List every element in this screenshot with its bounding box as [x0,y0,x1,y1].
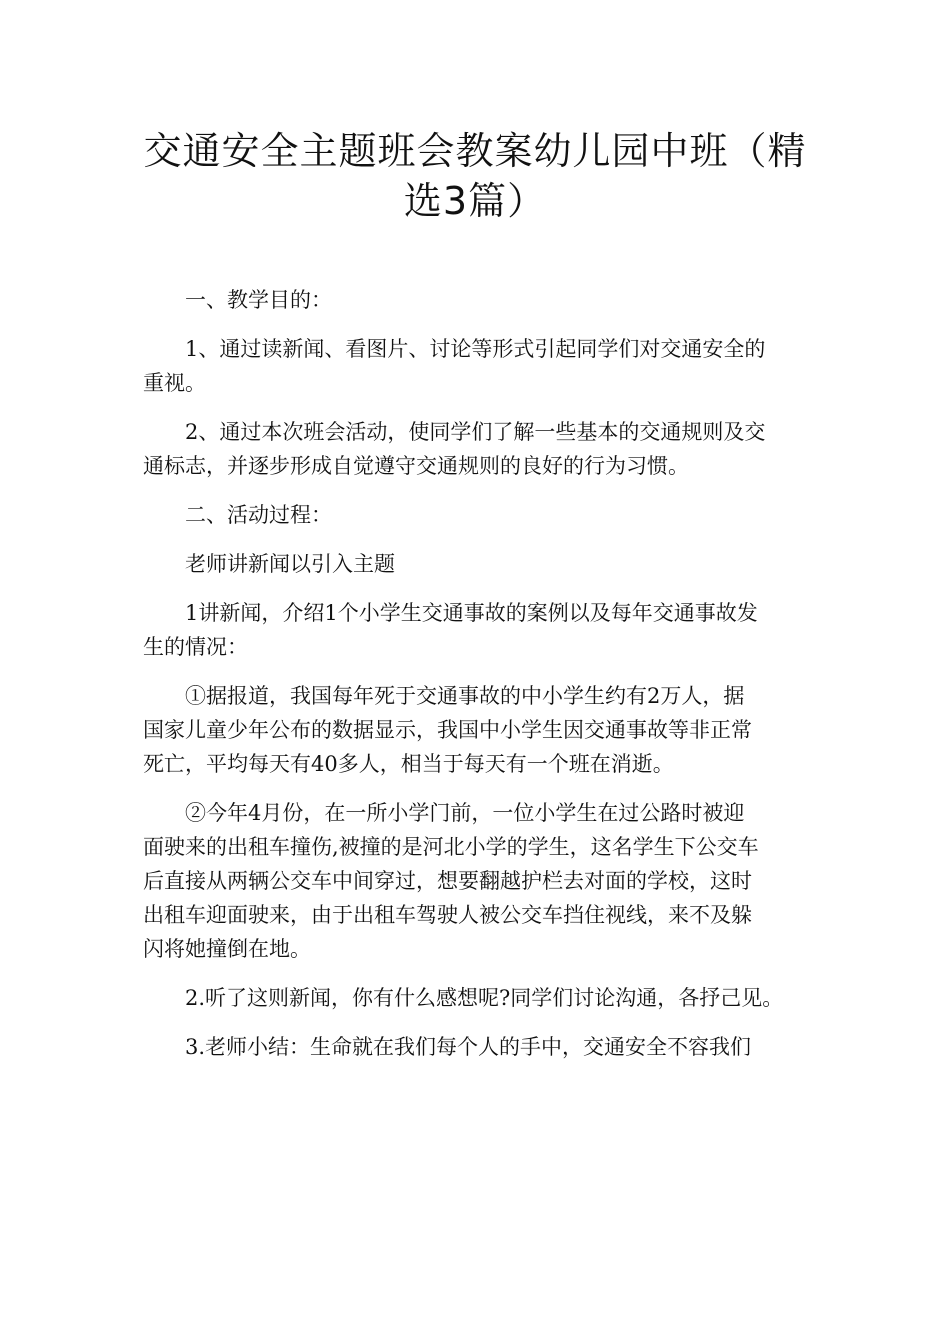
text-line: 3.老师小结：生命就在我们每个人的手中，交通安全不容我们 [185,1035,752,1059]
news-item-2 [143,796,815,966]
teacher-summary-paragraph [143,1030,815,1064]
text-line: ②今年4月份，在一所小学门前，一位小学生在过公路时被迎 [185,801,745,825]
text-line: 一、教学目的： [185,288,332,312]
news-intro-paragraph [143,596,815,664]
text-line: 通标志，并逐步形成自觉遵守交通规则的良好的行为习惯。 [143,454,689,478]
news-item-1 [143,679,815,781]
text-line: 闪将她撞倒在地。 [143,937,311,961]
subheading-teacher-news [143,547,815,581]
text-line: 后直接从两辆公交车中间穿过，想要翻越护栏去对面的学校，这时 [143,869,752,893]
goal-paragraph-1 [143,332,815,400]
discussion-paragraph [143,981,815,1015]
section-heading-teaching-goals [143,283,815,317]
text-line: 国家儿童少年公布的数据显示，我国中小学生因交通事故等非正常 [143,718,752,742]
title-line-2: 选3篇） [403,179,547,223]
text-line: 2、通过本次班会活动，使同学们了解一些基本的交通规则及交 [185,420,766,444]
text-line: 面驶来的出租车撞伤,被撞的是河北小学的学生，这名学生下公交车 [143,835,759,859]
text-line: 出租车迎面驶来，由于出租车驾驶人被公交车挡住视线，来不及躲 [143,903,752,927]
text-line: 死亡，平均每天有40多人，相当于每天有一个班在消逝。 [143,752,674,776]
goal-paragraph-2 [143,415,815,483]
section-heading-activity-process [143,498,815,532]
text-line: 2.听了这则新闻，你有什么感想呢?同学们讨论沟通，各抒己见。 [185,986,784,1010]
text-line: ①据报道，我国每年死于交通事故的中小学生约有2万人，据 [185,684,745,708]
text-line: 1讲新闻，介绍1个小学生交通事故的案例以及每年交通事故发 [185,601,758,625]
text-line: 二、活动过程： [185,503,332,527]
text-line: 重视。 [143,371,206,395]
text-line: 生的情况： [143,635,248,659]
document-body [143,283,815,1079]
text-line: 1、通过读新闻、看图片、讨论等形式引起同学们对交通安全的 [185,337,766,361]
title-line-1: 交通安全主题班会教案幼儿园中班（精 [143,129,807,173]
document-title [100,126,850,226]
text-line: 老师讲新闻以引入主题 [185,552,395,576]
